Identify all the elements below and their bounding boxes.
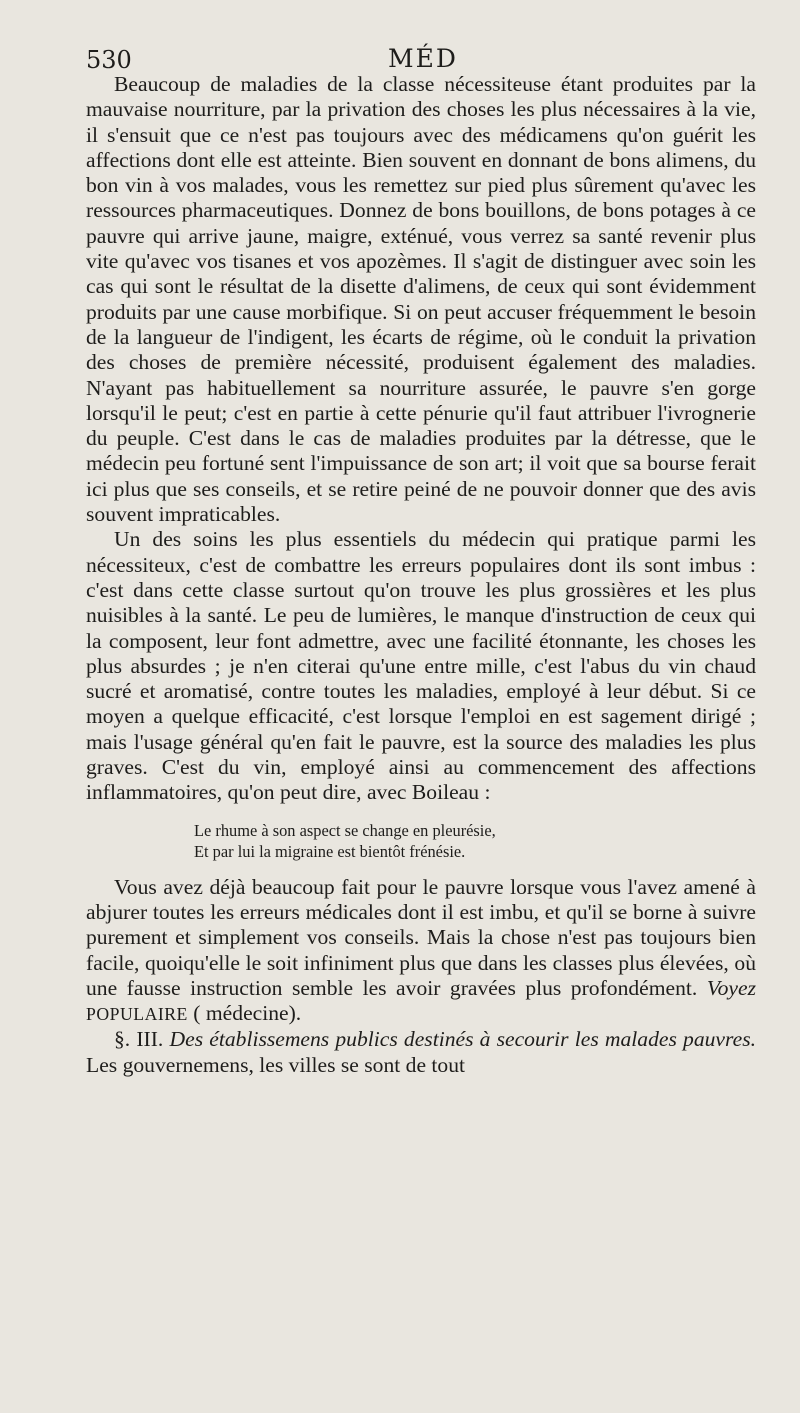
paragraph-2: Un des soins les plus essentiels du médecin qui pratique parmi les nécessiteux, c'est de combattre les erreurs populaires dont ils sont imbus : c'est dans cette classe surtout qu'on trouve les plus grossières et les plus nuisibles à la santé. Le peu de lumières, le manque d'instruction de ceux qui la composent, leur font admettre, avec une facilité étonnante, les choses les plus absurdes ; je n'en citerai qu'une entre mille, c'est l'abus du vin chaud sucré et aromatisé, contre toutes les maladies, employé à leur début. Si ce moyen a quelque efficacité, c'est lorsque l'emploi en est sagement dirigé ; mais l'usage général qu'en fait le pauvre, est la source des maladies les plus graves. C'est du vin, employé ainsi au commencement des affections inflammatoires, qu'on peut dire, avec Boileau : — [86, 527, 756, 805]
verse-line-1: Le rhume à son aspect se change en pleurésie, — [194, 820, 496, 840]
verse-line-2: Et par lui la migraine est bientôt frénésie. — [194, 841, 466, 861]
paragraph-3-text: Vous avez déjà beaucoup fait pour le pauvre lorsque vous l'avez amené à abjurer toutes les erreurs médicales dont il est imbu, et qu'il se borne à suivre purement et simplement vos conseils. Mais la chose n'est pas toujours bien facile, quoiqu'elle le soit infiniment plus que dans les classes plus élevées, où une fausse instruction semble les avoir gravées plus profondément. — [86, 874, 756, 1000]
section-number: §. III. — [114, 1027, 164, 1052]
cross-reference-topic: ( médecine). — [193, 1001, 302, 1026]
page-header — [86, 44, 760, 74]
cross-reference: POPULAIRE — [86, 1004, 188, 1025]
body-text — [86, 72, 756, 1078]
paragraph-3 — [86, 875, 756, 1028]
paragraph-4 — [86, 1027, 756, 1078]
voyez-reference: Voyez — [706, 975, 756, 1000]
page-number: 530 — [86, 46, 132, 74]
paragraph-4-text: Les gouvernemens, les villes se sont de tout — [86, 1052, 466, 1077]
section-heading: Des établissemens publics destinés à secourir les malades pauvres. — [169, 1027, 756, 1052]
paragraph-1: Beaucoup de maladies de la classe nécessiteuse étant produites par la mauvaise nourriture, par la privation des choses les plus nécessaires à la vie, il s'ensuit que ce n'est pas toujours avec des médicamens qu'on guérit les affections dont elle est atteinte. Bien souvent en donnant de bons alimens, du bon vin à vos malades, vous les remettez sur pied plus sûrement qu'avec les ressources pharmaceutiques. Donnez de bons bouillons, de bons potages à ce pauvre qui arrive jaune, maigre, exténué, vous verrez sa santé revenir plus vite qu'avec vos tisanes et vos apozèmes. Il s'agit de distinguer avec soin les cas qui sont le résultat de la disette d'alimens, de ceux qui sont évidemment produits par une cause morbifique. Si on peut accuser fréquemment le besoin de la langueur de l'indigent, les écarts de régime, où le conduit la privation des choses de première nécessité, produisent également des maladies. N'ayant pas habituellement sa nourriture assurée, le pauvre s'en gorge lorsqu'il le peut; c'est en partie à cette pénurie qu'il faut attribuer l'ivrognerie du peuple. C'est dans le cas de maladies produites par la détresse, que le médecin peu fortuné sent l'impuissance de son art; il voit que sa bourse ferait ici plus que ses conseils, et se retire peiné de ne pouvoir donner que des avis souvent impraticables. — [86, 72, 756, 527]
verse-quote — [194, 820, 756, 862]
running-head: MÉD — [388, 44, 458, 73]
